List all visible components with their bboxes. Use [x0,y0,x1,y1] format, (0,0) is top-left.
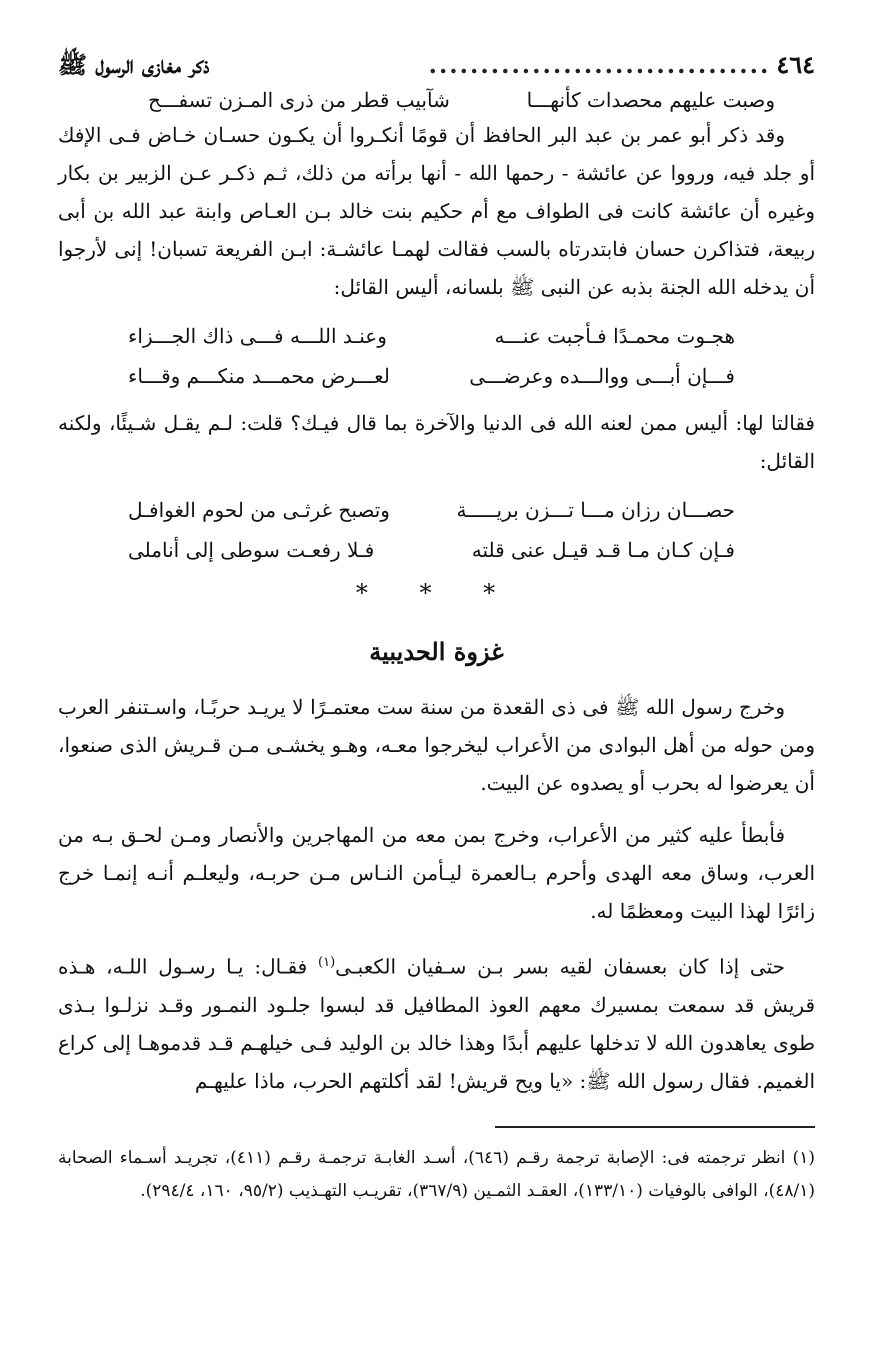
verse-line [58,490,815,530]
section-separator: * * * [355,579,518,607]
paragraph-usfan-start: حتى إذا كان بعسفان لقيه بسر بـن سـفيان الكعبـى [335,954,785,979]
page-header [58,48,815,82]
verse-hemistich-right: وصبت عليهم محصدات كأنهـــا [526,88,775,112]
verse-block-1 [58,316,815,396]
paragraph-abu-umar: وقد ذكر أبو عمر بن عبد البر الحافظ أن قومًا أنكـروا أن يكـون حسـان خـاض فـى الإفك أو جلد فيه، ورووا عن عائشة - رحمها الله - أنها برأته من ذلك، ثـم ذكـر عـن الزبير بن بكار وغيره أن عائشة كانت فى الطواف مع أم حكيم بنت خالد بـن العـاص وابنة عبد الله بن أبى ربيعة، فتذاكرن حسان فابتدرتاه بالسب فقالت لهمـا عائشـة: ابـن الفريعة تسبان! إنى لأرجوا أن يدخله الله الجنة بذبه عن النبى ﷺ بلسانه، أليس القائل: [58,123,815,299]
paragraph-khuruj: وخرج رسول الله ﷺ فى ذى القعدة من سنة ست معتمـرًا لا يريـد حربًـا، واسـتنفر العرب ومن حوله من أهل البوادى من الأعراب ليخرجوا معـه، وهـو يخشـى مـن قـريش الذى صنعوا، أن يعرضوا له بحرب أو يصدوه عن البيت. [58,695,815,795]
verse-hemistich-left: وتصبح غرثـى من لحوم الغوافـل [128,498,390,522]
page-number: ٤٦٤ [776,50,815,79]
section-title: غزوة الحديبية [369,637,504,666]
verse-line [58,316,815,356]
running-title: ذكر مغازى الرسول ﷺ [58,50,210,79]
verse-hemistich-right: فـإن كـان مـا قـد قيـل عنى قلته [471,538,735,562]
verse-hemistich-right: فـــإن أبـــى ووالـــده وعرضـــى [469,364,735,388]
verse-line [58,356,815,396]
verse-block-2 [58,490,815,570]
opening-verse [58,82,815,116]
verse-hemistich-right: هجـوت محمـدًا فـأجبت عنـــه [494,324,735,348]
verse-hemistich-left: وعنـد اللـــه فـــى ذاك الجـــزاء [128,324,387,348]
verse-line [58,530,815,570]
verse-hemistich-right: حصـــان رزان مـــا تـــزن بريـــــة [456,498,735,522]
paragraph-usfan-rest: فقـال: يـا رسـول اللـه، هـذه قريش قد سمعت بمسيرك معهم العوذ المطافيل قد لبسوا جلـود النمـور وقـد نزلـوا بـذى طوى يعاهدون الله لا تدخلها عليهم أبدًا وهذا خالد بن الوليد فـى خيلهـم قـد قدموهـا إلى كراع الغميم. فقال رسول الله ﷺ: «يا ويح قريش! لقد أكلتهم الحرب، ماذا عليهـم [58,954,815,1093]
footnote-divider [495,1126,815,1128]
header-leader-dots: ................................. [428,50,771,79]
paragraph-abta: فأبطأ عليه كثير من الأعراب، وخرج بمن معه من المهاجرين والأنصار ومـن لحـق بـه من العرب، وساق معه الهدى وأحرم بـالعمرة ليـأمن النـاس مـن حربـه، وليعلـم أنـه إنمـا خرج زائرًا لهذا البيت ومعظمًا له. [58,823,815,923]
footnote: (١) انظر ترجمته فى: الإصابة ترجمة رقـم (٦٤٦)، أسـد الغابـة ترجمـة رقـم (٤١١)، تجريـد أسـماء الصحابة (٤٨/١)، الوافى بالوفيات (١٣٣/١٠)، العقـد الثمـين (٣٦٧/٩)، تقريـب التهـذيب (٩٥/٢، ١٦٠، ٢٩٤/٤). [58,1147,815,1201]
footnote-reference: (١) [318,955,336,970]
verse-hemistich-left: لعـــرض محمـــد منكـــم وقـــاء [128,364,390,388]
verse-hemistich-left: فـلا رفعـت سوطى إلى أناملى [128,538,375,562]
verse-hemistich-left: شآبيب قطر من ذرى المـزن تسفـــح [148,88,450,112]
paragraph-usfan [58,944,815,1100]
paragraph-qalata: فقالتا لها: أليس ممن لعنه الله فى الدنيا والآخرة بما قال فيـك؟ قلت: لـم يقـل شـيئًا، ولكنه القائل: [58,411,815,473]
